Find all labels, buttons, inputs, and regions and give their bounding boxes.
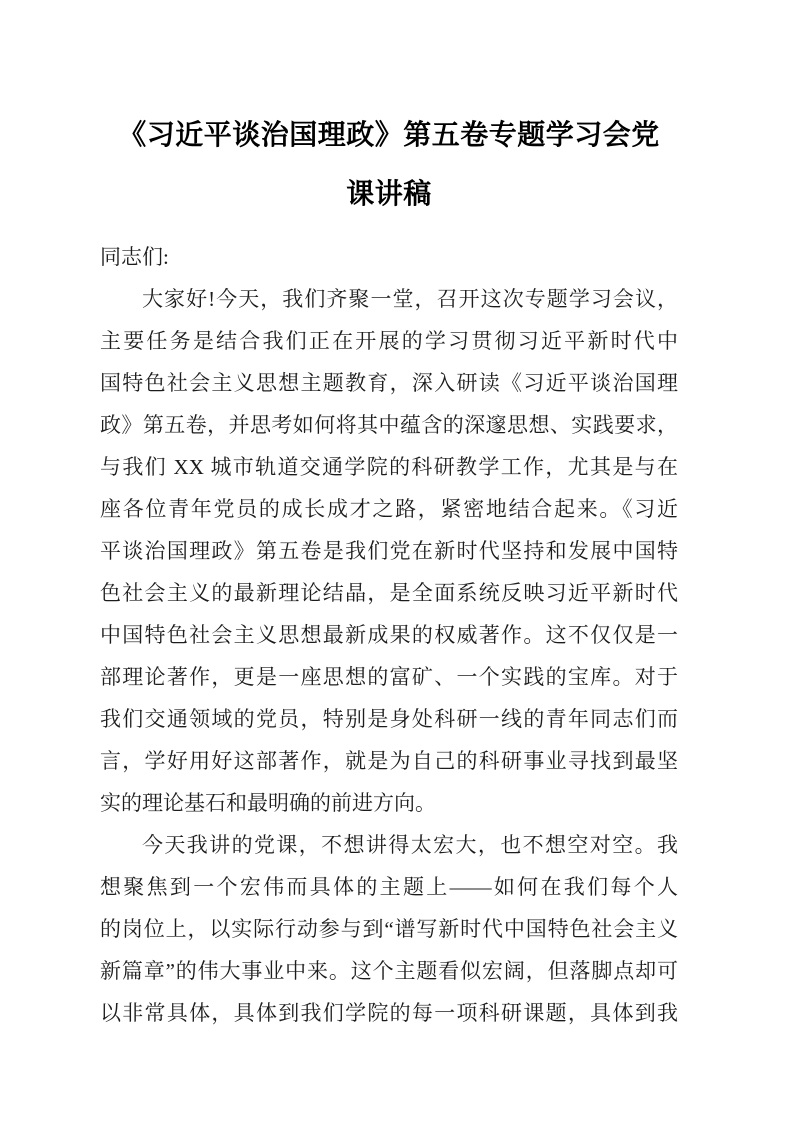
body-text-line: 平谈治国理政》第五卷是我们党在新时代坚持和发展中国特: [100, 539, 678, 563]
body-text-line: 政》第五卷，并思考如何将其中蕴含的深邃思想、实践要求，: [100, 413, 678, 437]
body-text-line: 以非常具体，具体到我们学院的每一项科研课题，具体到我: [100, 1001, 678, 1025]
body-text-line: 色社会主义的最新理论结晶，是全面系统反映习近平新时代: [100, 581, 678, 605]
body-text-line: 国特色社会主义思想主题教育，深入研读《习近平谈治国理: [100, 371, 678, 395]
body-text-line: 与我们 XX 城市轨道交通学院的科研教学工作，尤其是与在: [100, 455, 678, 479]
body-text-line: 我们交通领域的党员，特别是身处科研一线的青年同志们而: [100, 707, 678, 731]
document-title: [100, 106, 678, 224]
body-text-line: 主要任务是结合我们正在开展的学习贯彻习近平新时代中: [100, 329, 678, 353]
paragraph-end-line: 实的理论基石和最明确的前进方向。: [100, 791, 436, 815]
body-text-line: 今天我讲的党课，不想讲得太宏大，也不想空对空。我: [142, 833, 678, 857]
body-text-line: 部理论著作，更是一座思想的富矿、一个实践的宝库。对于: [100, 665, 678, 689]
body-text-line: 大家好!今天，我们齐聚一堂，召开这次专题学习会议，: [142, 287, 678, 311]
document-body: [100, 236, 678, 1034]
salutation-line: 同志们:: [100, 245, 169, 269]
body-text-line: 的岗位上，以实际行动参与到“谱写新时代中国特色社会主义: [100, 917, 678, 941]
body-text-line: 言，学好用好这部著作，就是为自己的科研事业寻找到最坚: [100, 749, 678, 773]
document-title-line-2: 课讲稿: [346, 179, 432, 210]
document-title-line-1: 《习近平谈治国理政》第五卷专题学习会党: [118, 120, 660, 151]
body-text-line: 座各位青年党员的成长成才之路，紧密地结合起来。《习近: [100, 497, 678, 521]
body-text-line: 想聚焦到一个宏伟而具体的主题上——如何在我们每个人: [100, 875, 678, 899]
body-text-line: 中国特色社会主义思想最新成果的权威著作。这不仅仅是一: [100, 623, 678, 647]
body-text-line: 新篇章”的伟大事业中来。这个主题看似宏阔，但落脚点却可: [100, 959, 678, 983]
